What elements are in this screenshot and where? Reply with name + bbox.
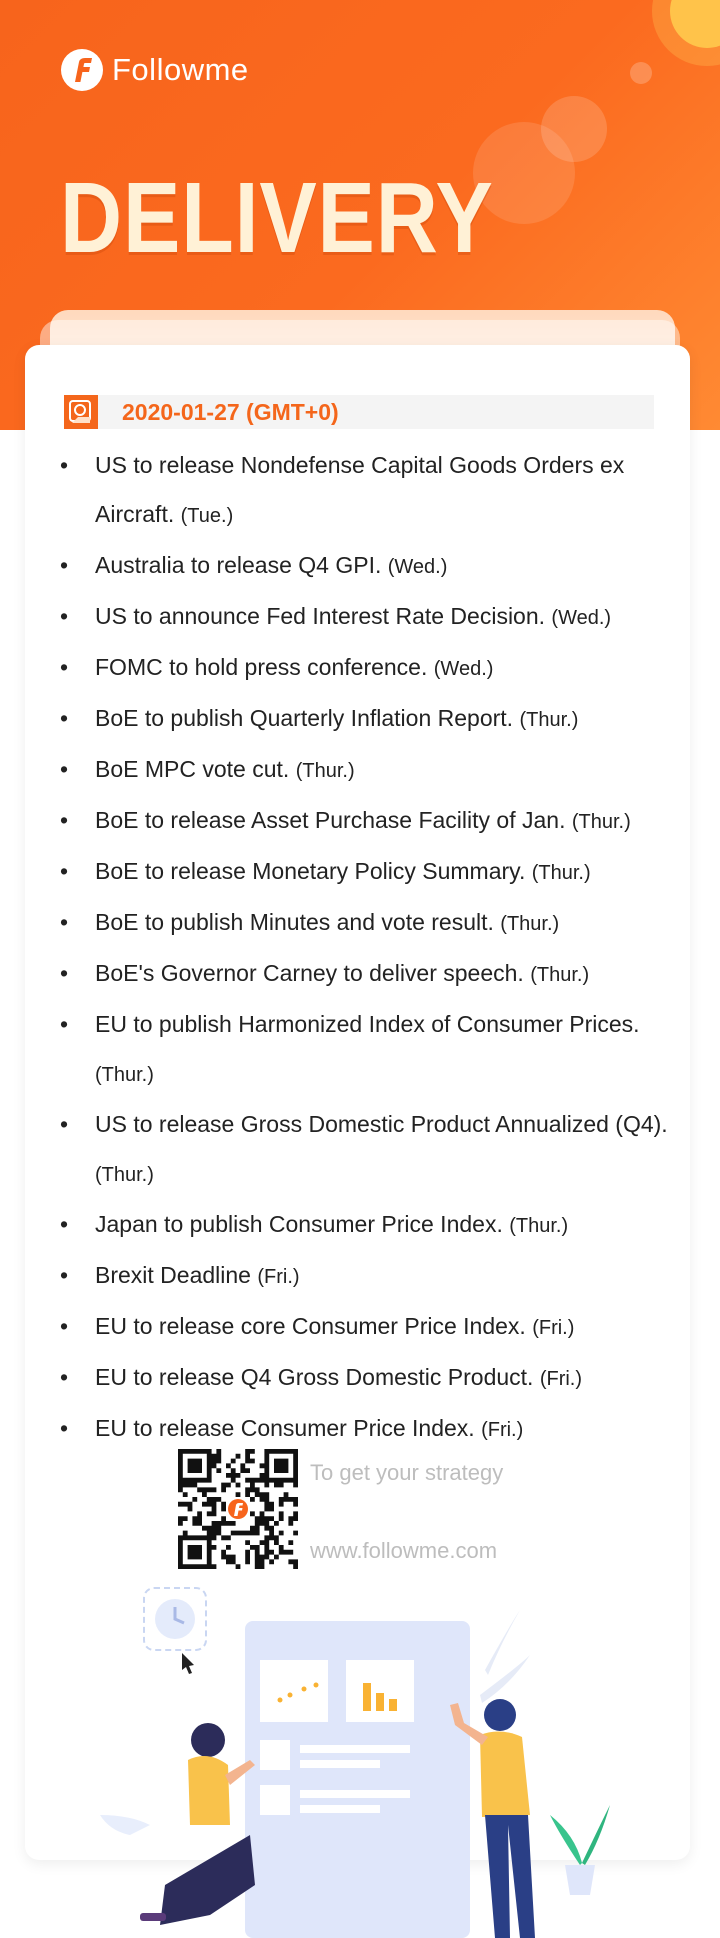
event-item: [58, 643, 668, 694]
qr-code: [178, 1449, 298, 1569]
event-item: [58, 1353, 668, 1404]
event-text: BoE MPC vote cut.: [95, 756, 290, 782]
bullet-icon: •: [60, 756, 69, 782]
event-item: [58, 898, 668, 949]
event-text: BoE to release Monetary Policy Summary.: [95, 858, 526, 884]
event-item: [58, 796, 668, 847]
event-day: (Thur.): [571, 811, 631, 833]
bullet-icon: •: [60, 1364, 69, 1390]
bullet-icon: •: [60, 807, 69, 833]
event-item: [58, 1302, 668, 1353]
event-text: Japan to publish Consumer Price Index.: [95, 1211, 503, 1237]
page-title: DELIVERY: [60, 162, 494, 274]
brand-logo: [60, 48, 249, 92]
event-item: [58, 694, 668, 745]
event-item: [58, 541, 668, 592]
bullet-icon: •: [60, 705, 69, 731]
event-item: [58, 1000, 668, 1100]
bullet-icon: •: [60, 603, 69, 629]
person-left: [140, 1723, 255, 1925]
event-item: [58, 1251, 668, 1302]
event-item: [58, 592, 668, 643]
event-day: (Wed.): [433, 658, 494, 680]
event-text: EU to publish Harmonized Index of Consumer Prices.: [95, 1011, 640, 1037]
bullet-icon: •: [60, 654, 69, 680]
event-day: (Fri.): [532, 1317, 575, 1339]
people-board-illustration: [90, 1585, 630, 1938]
event-item: [58, 949, 668, 1000]
event-text: BoE's Governor Carney to deliver speech.: [95, 960, 524, 986]
event-day: (Wed.): [387, 556, 448, 578]
plant-decor: [550, 1805, 610, 1895]
bullet-icon: •: [60, 1313, 69, 1339]
event-item: [58, 745, 668, 796]
event-day: (Thur.): [500, 913, 560, 935]
event-day: (Thur.): [519, 709, 579, 731]
event-text: US to announce Fed Interest Rate Decision.: [95, 603, 546, 629]
event-text: EU to release core Consumer Price Index.: [95, 1313, 526, 1339]
website-url: www.followme.com: [310, 1538, 498, 1563]
bullet-icon: •: [60, 960, 69, 986]
event-text: BoE to publish Minutes and vote result.: [95, 909, 494, 935]
event-text: EU to release Q4 Gross Domestic Product.: [95, 1364, 534, 1390]
event-text: BoE to release Asset Purchase Facility of Jan.: [95, 807, 566, 833]
schedule-date: 2020-01-27 (GMT+0): [122, 398, 339, 425]
event-day: (Thur.): [531, 862, 591, 884]
event-item: [58, 1100, 668, 1200]
bullet-icon: •: [60, 909, 69, 935]
bullet-icon: •: [60, 1011, 69, 1037]
event-day: (Thur.): [509, 1215, 569, 1237]
event-text: FOMC to hold press conference.: [95, 654, 428, 680]
bullet-icon: •: [60, 1415, 69, 1441]
bullet-icon: •: [60, 1211, 69, 1237]
followme-logo-icon: [60, 48, 104, 92]
bullet-icon: •: [60, 1262, 69, 1288]
event-item: [58, 441, 668, 541]
event-text: Brexit Deadline: [95, 1262, 251, 1288]
bullet-icon: •: [60, 552, 69, 578]
event-item: [58, 1404, 668, 1455]
event-day: (Fri.): [257, 1266, 300, 1288]
bullet-icon: •: [60, 452, 69, 478]
decor-bubble: [630, 62, 652, 84]
event-day: (Thur.): [530, 964, 590, 986]
event-day: (Fri.): [539, 1368, 583, 1390]
brand-name: Followme: [112, 52, 249, 87]
event-day: (Fri.): [481, 1419, 524, 1441]
event-day: (Tue.): [180, 505, 234, 527]
event-day: (Thur.): [95, 1064, 154, 1086]
qr-caption: To get your strategy: [310, 1460, 504, 1485]
event-day: (Wed.): [551, 607, 612, 629]
event-text: BoE to publish Quarterly Inflation Report.: [95, 705, 514, 731]
event-list: [58, 441, 668, 1455]
bullet-icon: •: [60, 858, 69, 884]
bullet-icon: •: [60, 1111, 69, 1137]
event-text: Australia to release Q4 GPI.: [95, 552, 382, 578]
event-item: [58, 1200, 668, 1251]
date-header: [64, 395, 654, 429]
event-item: [58, 847, 668, 898]
event-text: US to release Gross Domestic Product Annualized (Q4).: [95, 1111, 668, 1137]
decor-bubble: [541, 96, 607, 162]
event-text: US to release Nondefense Capital Goods Orders ex Aircraft.: [95, 452, 625, 527]
calendar-badge-icon: [64, 395, 98, 429]
clock-icon: [144, 1588, 206, 1674]
event-text: EU to release Consumer Price Index.: [95, 1415, 475, 1441]
event-day: (Thur.): [95, 1164, 154, 1186]
event-day: (Thur.): [295, 760, 355, 782]
